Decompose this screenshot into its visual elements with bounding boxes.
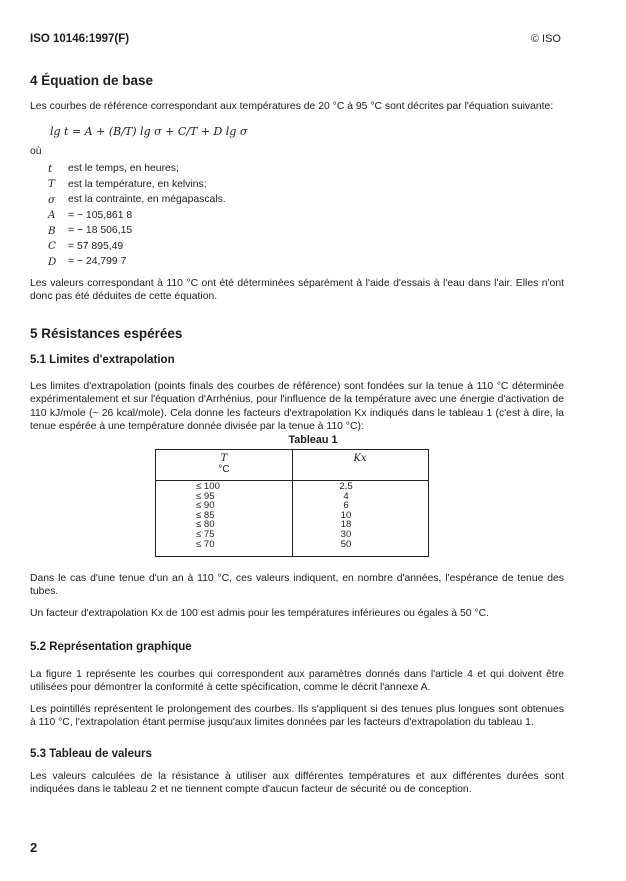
section-5-3-title: 5.3 Tableau de valeurs [30, 748, 152, 760]
table-cell-factor: 6 [343, 500, 349, 512]
section-4-title: 4 Équation de base [30, 73, 154, 88]
section-4-note: Les valeurs correspondant à 110 °C ont été déterminées séparément à l'aide d'essais à l'eau dans l'air. Elles n'ont donc pas été déduites de cette équation. [30, 278, 564, 303]
where-label: où [30, 146, 42, 157]
definitions-list [48, 161, 226, 270]
definition-row [48, 161, 226, 177]
standard-number: ISO 10146:1997(F) [30, 33, 130, 45]
table-cell-factor: 10 [340, 509, 352, 521]
table-cell-temperature: ≤ 95 [196, 490, 215, 502]
table-cell-factor: 30 [340, 528, 352, 540]
section-5-title: 5 Résistances espérées [30, 326, 183, 341]
definition-row [48, 223, 226, 239]
table-cell-temperature: ≤ 80 [196, 519, 215, 531]
section-4-intro: Les courbes de référence correspondant aux températures de 20 °C à 95 °C sont décrites par l'équation suivante: [30, 101, 554, 112]
table-col1-header: T °C [218, 453, 230, 475]
table-col2-header: Kx [353, 453, 367, 464]
definition-text: = − 18 506,15 [68, 225, 133, 237]
definition-row [48, 208, 226, 224]
table-cell-factor: 18 [340, 519, 352, 531]
definition-row [48, 254, 226, 270]
section-5-1-title: 5.1 Limites d'extrapolation [30, 354, 175, 366]
definition-symbol: A [48, 209, 56, 222]
table-cell-temperature: ≤ 85 [196, 509, 215, 521]
definition-symbol: T [48, 178, 55, 191]
definition-row [48, 239, 226, 255]
definition-symbol: D [48, 255, 57, 268]
table-col2-values [326, 482, 366, 549]
table-cell-factor: 50 [340, 538, 352, 550]
definition-row [48, 192, 226, 208]
table-cell-factor: 4 [343, 490, 349, 502]
definition-text: est la contrainte, en mégapascals. [68, 194, 226, 206]
table-col1-values [196, 482, 220, 549]
table-cell-temperature: ≤ 70 [196, 538, 215, 550]
section-5-1-paragraph-2: Dans le cas d'une tenue d'un an à 110 °C, ces valeurs indiquent, en nombre d'années, l'espérance de tenue des tubes. [30, 573, 564, 598]
section-5-2-paragraph-2: Les pointillés représentent le prolongement des courbes. Ils s'appliquent si des tenues plus longues sont obtenues à 110 °C, l'extrapolation étant permise jusqu'aux limites données par les facteurs d'extrapolation du tableau 1. [30, 704, 564, 729]
definition-text: est la température, en kelvins; [68, 178, 207, 190]
definition-symbol: B [48, 224, 56, 237]
section-5-2-paragraph-1: La figure 1 représente les courbes qui correspondent aux paramètres donnés dans l'article 4 et qui doivent être utilisées pour démontrer la conformité à cette spécification, comme le décrit l'annexe A. [30, 669, 564, 694]
table-cell-temperature: ≤ 90 [196, 500, 215, 512]
definition-symbol: t [48, 162, 53, 175]
page-number: 2 [30, 840, 38, 855]
definition-text: = 57 895,49 [68, 240, 124, 252]
table-cell-temperature: ≤ 75 [196, 528, 215, 540]
table-cell-factor: 2,5 [339, 481, 353, 492]
table-column-divider [292, 450, 293, 556]
section-5-2-title: 5.2 Représentation graphique [30, 641, 192, 653]
definition-symbol: σ [48, 193, 56, 206]
table-cell-temperature: ≤ 100 [196, 481, 220, 492]
table-1 [155, 449, 429, 557]
table-1-caption: Tableau 1 [288, 434, 338, 446]
section-5-3-paragraph-1: Les valeurs calculées de la résistance à utiliser aux différentes températures et aux différentes durées sont indiquées dans le tableau 2 et ne tiennent compte d'aucun facteur de sécurité ou de conception. [30, 771, 564, 796]
definition-text: = − 105,861 8 [68, 209, 133, 221]
definition-text: est le temps, en heures; [68, 163, 179, 175]
section-5-1-paragraph-3: Un facteur d'extrapolation Kx de 100 est admis pour les températures inférieures ou égales à 50 °C. [30, 608, 489, 619]
definition-symbol: C [48, 240, 56, 253]
definition-row [48, 177, 226, 193]
section-5-1-paragraph-1: Les limites d'extrapolation (points finals des courbes de référence) sont fondées sur la tenue à 110 °C déterminée expérimentalement et sur l'équation d'Arrhénius, pour l'influence de la température avec une énergie d'activation de 110 kJ/mole (~ 26 kcal/mole). Cela donne les facteurs d'extrapolation Kx indiqués dans le tableau 1 (c'est à dire, la tenue espérée à une température donnée divisée par la tenue à 110 °C): [30, 381, 564, 432]
equation: lg t = A + (B/T) lg σ + C/T + D lg σ [50, 125, 248, 138]
definition-text: = − 24,799 7 [68, 256, 127, 268]
copyright: © ISO [530, 33, 561, 45]
